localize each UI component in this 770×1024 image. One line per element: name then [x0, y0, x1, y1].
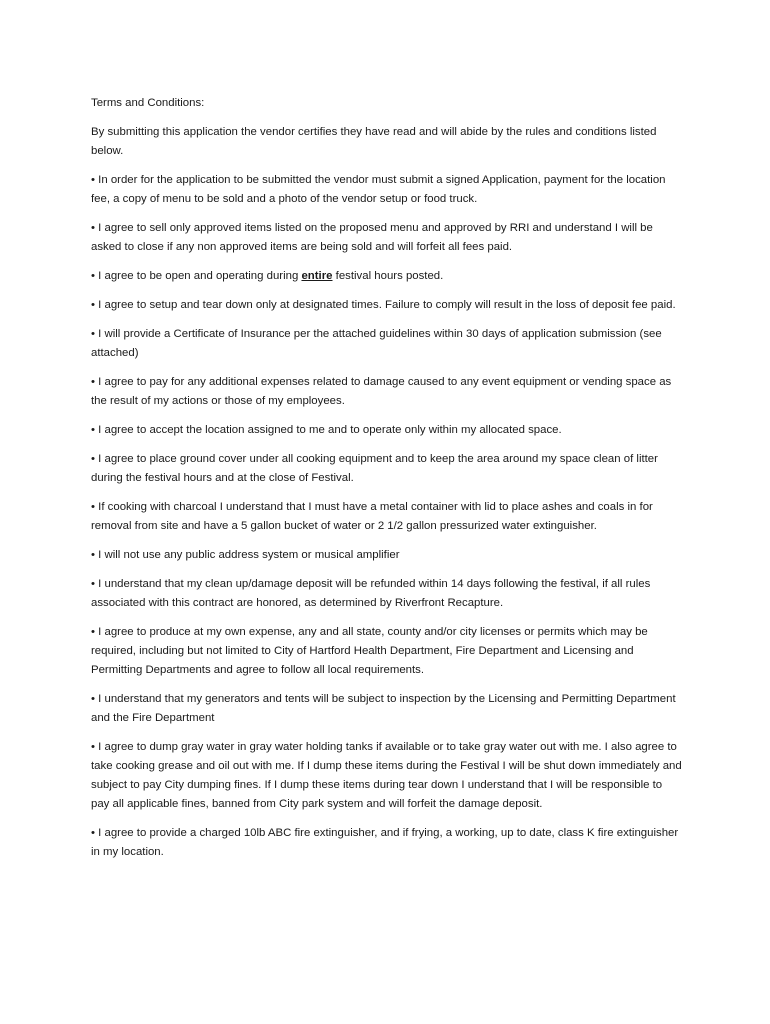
list-item-text: I will provide a Certificate of Insurance per the attached guidelines within 30 days of application submission (see attached) [91, 328, 662, 359]
list-item-text: I understand that my clean up/damage deposit will be refunded within 14 days following the festival, if all rules associated with this contract are honored, as determined by Riverfront Recapture. [91, 578, 651, 609]
bullet-glyph: • [91, 174, 95, 186]
list-item [91, 738, 683, 814]
terms-heading: Terms and Conditions: [91, 97, 205, 109]
terms-list [91, 171, 683, 862]
bullet-glyph: • [91, 376, 95, 388]
list-item-text: In order for the application to be submitted the vendor must submit a signed Application, payment for the location fee, a copy of menu to be sold and a photo of the vendor setup or food truck. [91, 174, 666, 205]
list-item-text: I agree to produce at my own expense, any and all state, county and/or city licenses or permits which may be required, including but not limited to City of Hartford Health Department, Fire Department and Licensing and Permitting Departments and agree to follow all local requirements. [91, 626, 648, 676]
list-item-text: I agree to sell only approved items listed on the proposed menu and approved by RRI and understand I will be asked to close if any non approved items are being sold and will forfeit all fees paid. [91, 222, 653, 253]
bullet-glyph: • [91, 827, 95, 839]
list-item-text: I agree to setup and tear down only at designated times. Failure to comply will result in the loss of deposit fee paid. [98, 299, 676, 311]
bullet-glyph: • [91, 741, 95, 753]
bullet-glyph: • [91, 222, 95, 234]
list-item-text: I understand that my generators and tents will be subject to inspection by the Licensing and Permitting Department and the Fire Department [91, 693, 676, 724]
list-item-text: I agree to dump gray water in gray water holding tanks if available or to take gray water out with me. I also agree to take cooking grease and oil out with me. If I dump these items during the Festival I will be shut down immediately and subject to pay City dumping fines. If I dump these items during tear down I understand that I will be responsible to pay all applicable fines, banned from City park system and will forfeit the damage deposit. [91, 741, 682, 810]
bullet-glyph: • [91, 299, 95, 311]
list-item [91, 421, 683, 440]
bullet-glyph: • [91, 501, 95, 513]
list-item-text: I agree to provide a charged 10lb ABC fire extinguisher, and if frying, a working, up to date, class K fire extinguisher in my location. [91, 827, 679, 858]
bullet-glyph: • [91, 549, 95, 561]
list-item [91, 575, 683, 613]
list-item [91, 690, 683, 728]
list-item [91, 498, 683, 536]
bullet-glyph: • [91, 578, 95, 590]
list-item-text-after: festival hours posted. [332, 270, 444, 282]
list-item [91, 296, 683, 315]
list-item-text: I agree to pay for any additional expenses related to damage caused to any event equipment or vending space as the result of my actions or those of my employees. [91, 376, 672, 407]
bullet-glyph: • [91, 626, 95, 638]
list-item-text: I will not use any public address system or musical amplifier [98, 549, 400, 561]
bullet-glyph: • [91, 270, 95, 282]
list-item [91, 325, 683, 363]
list-item [91, 824, 683, 862]
list-item-text: If cooking with charcoal I understand that I must have a metal container with lid to place ashes and coals in for removal from site and have a 5 gallon bucket of water or 2 1/2 gallon pressurized water extinguisher. [91, 501, 653, 532]
list-item [91, 546, 683, 565]
list-item [91, 171, 683, 209]
document-page [91, 94, 683, 872]
list-item-text: I agree to accept the location assigned to me and to operate only within my allocated space. [98, 424, 562, 436]
bullet-glyph: • [91, 424, 95, 436]
intro-paragraph: By submitting this application the vendor certifies they have read and will abide by the rules and conditions listed below. [91, 126, 657, 157]
list-item [91, 267, 683, 286]
list-item [91, 450, 683, 488]
emphasized-word: entire [301, 270, 333, 282]
bullet-glyph: • [91, 453, 95, 465]
list-item-text-before: I agree to be open and operating during [98, 270, 302, 282]
list-item [91, 373, 683, 411]
bullet-glyph: • [91, 328, 95, 340]
list-item [91, 623, 683, 680]
bullet-glyph: • [91, 693, 95, 705]
list-item [91, 219, 683, 257]
list-item-text: I agree to place ground cover under all cooking equipment and to keep the area around my space clean of litter during the festival hours and at the close of Festival. [91, 453, 658, 484]
